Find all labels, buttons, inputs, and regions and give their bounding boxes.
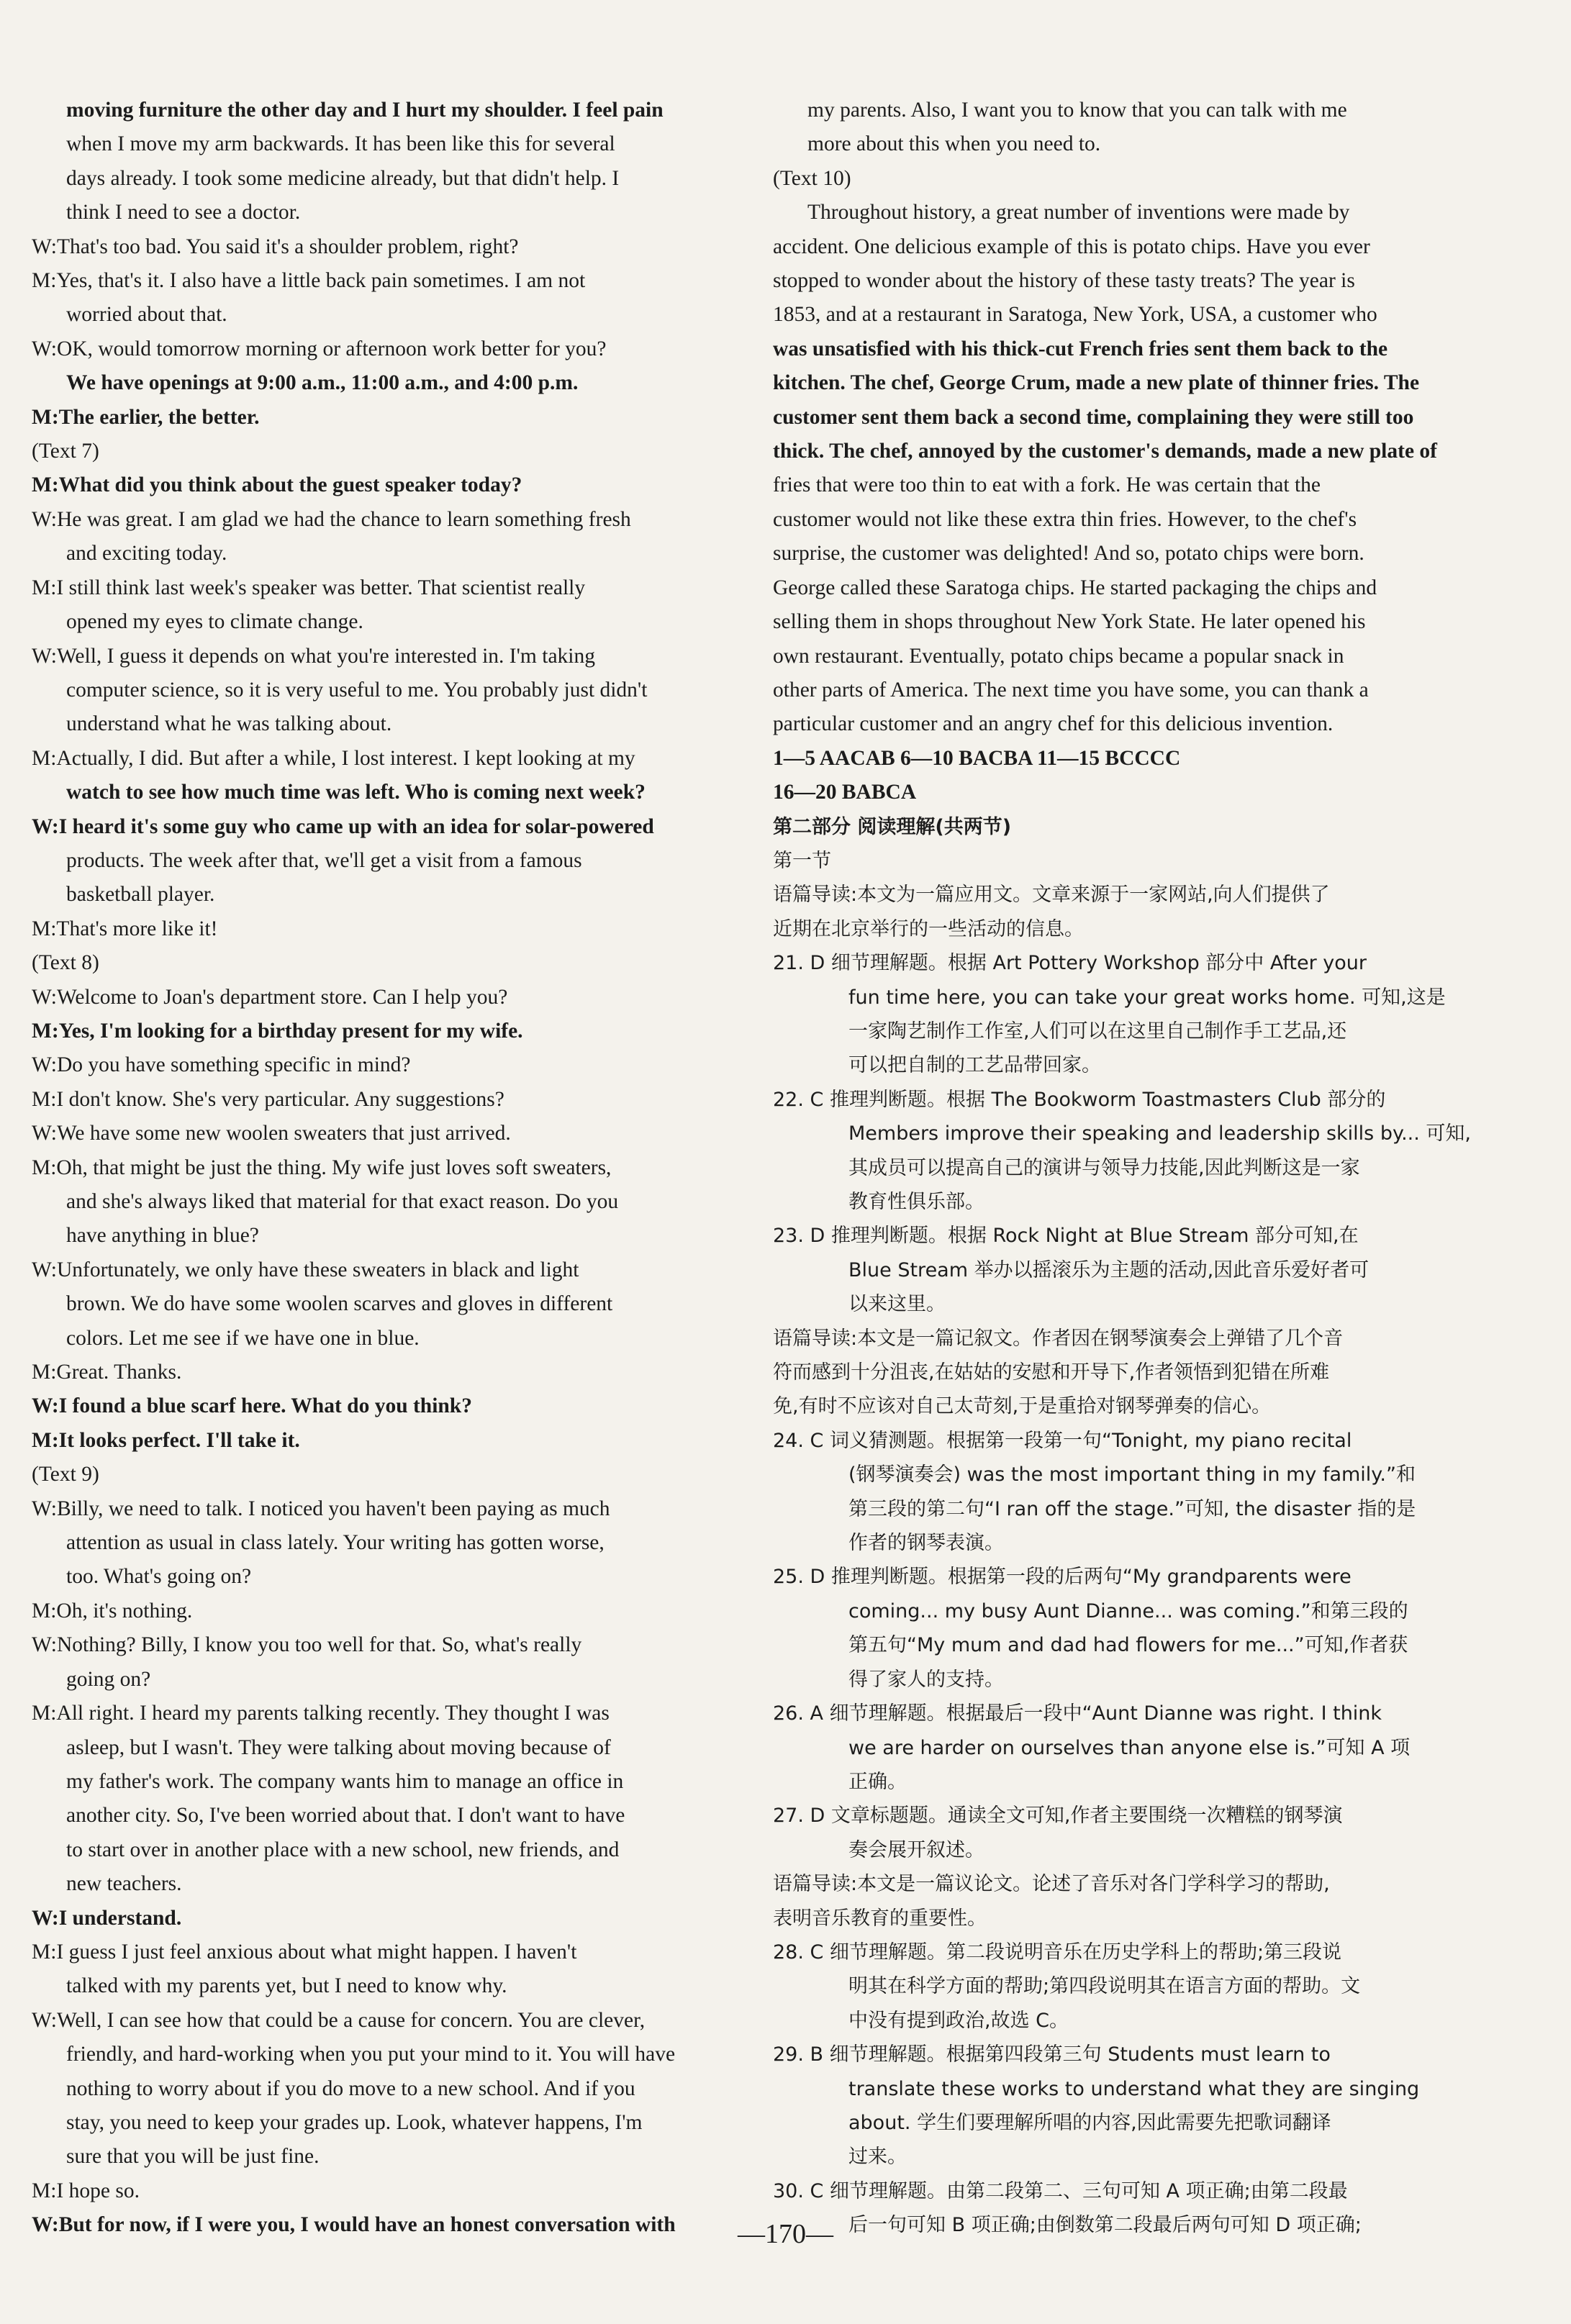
text-line: 正确。 — [848, 1770, 907, 1793]
text-line: 过来。 — [848, 2146, 907, 2169]
text-line: 中没有提到政治,故选 C。 — [848, 2009, 1069, 2032]
text-line: my father's work. The company wants him to manage an office in — [66, 1769, 624, 1793]
text-line: customer would not like these extra thin fries. However, to the chef's — [773, 507, 1357, 531]
text-line: W:OK, would tomorrow morning or afternoon work better for you? — [32, 337, 607, 360]
text-line: 语篇导读:本文是一篇议论文。论述了音乐对各门学科学习的帮助, — [773, 1873, 1330, 1896]
text-line: 以来这里。 — [848, 1293, 946, 1316]
text-line: to start over in another place with a new school, new friends, and — [66, 1838, 620, 1861]
text-line: friendly, and hard-working when you put your mind to it. You will have — [66, 2043, 676, 2066]
text-line: W:Billy, we need to talk. I noticed you haven't been paying as much — [32, 1497, 610, 1520]
text-line: M:I hope so. — [32, 2179, 140, 2202]
text-line: W:Welcome to Joan's department store. Can I help you? — [32, 985, 508, 1009]
text-line: asleep, but I wasn't. They were talking about moving because of — [66, 1735, 611, 1759]
text-line: Members improve their speaking and leadership skills by... 可知, — [848, 1122, 1471, 1145]
text-line: W:We have some new woolen sweaters that just arrived. — [32, 1122, 511, 1145]
text-line: going on? — [66, 1667, 151, 1691]
text-line: M:Oh, it's nothing. — [32, 1599, 193, 1622]
text-line: M:Actually, I did. But after a while, I lost interest. I kept looking at my — [32, 746, 635, 770]
text-line: W:I found a blue scarf here. What do you think? — [32, 1394, 472, 1418]
text-line: 得了家人的支持。 — [848, 1668, 1004, 1691]
text-line: W:He was great. I am glad we had the chance to learn something fresh — [32, 507, 631, 531]
text-line: W:Well, I can see how that could be a cause for concern. You are clever, — [32, 2008, 646, 2032]
text-line: talked with my parents yet, but I need to know why. — [66, 1974, 507, 1998]
text-line: W:Unfortunately, we only have these sweaters in black and light — [32, 1258, 579, 1281]
text-line: 符而感到十分沮丧,在姑姑的安慰和开导下,作者领悟到犯错在所难 — [773, 1361, 1330, 1384]
text-line: W:Nothing? Billy, I know you too well for that. So, what's really — [32, 1633, 582, 1657]
text-line: (Text 10) — [773, 166, 851, 190]
text-line: 26. A 细节理解题。根据最后一段中“Aunt Dianne was right. I think — [773, 1702, 1382, 1725]
text-line: (Text 9) — [32, 1463, 99, 1486]
text-line: watch to see how much time was left. Who is coming next week? — [66, 781, 646, 804]
text-line: 第二部分 阅读理解(共两节) — [773, 815, 1012, 838]
text-line: M:I still think last week's speaker was better. That scientist really — [32, 576, 586, 599]
text-line: 22. C 推理判断题。根据 The Bookworm Toastmasters Club 部分的 — [773, 1088, 1386, 1111]
text-line: translate these works to understand what they are singing — [848, 2077, 1420, 2100]
text-line: M:Yes, I'm looking for a birthday present for my wife. — [32, 1019, 523, 1043]
text-line: M:Oh, that might be just the thing. My wife just loves soft sweaters, — [32, 1156, 612, 1179]
text-line: Throughout history, a great number of inventions were made by — [807, 201, 1350, 224]
text-line: worried about that. — [66, 303, 227, 327]
text-line: 语篇导读:本文为一篇应用文。文章来源于一家网站,向人们提供了 — [773, 884, 1330, 907]
text-line: 后一句可知 B 项正确;由倒数第二段最后两句可知 D 项正确; — [848, 2214, 1362, 2237]
text-line: W:Well, I guess it depends on what you're interested in. I'm taking — [32, 644, 595, 668]
text-line: M:What did you think about the guest speaker today? — [32, 473, 522, 497]
text-line: M:I guess I just feel anxious about what might happen. I haven't — [32, 1940, 577, 1964]
text-line: 27. D 文章标题题。通读全文可知,作者主要围绕一次糟糕的钢琴演 — [773, 1805, 1343, 1828]
text-line: nothing to worry about if you do move to a new school. And if you — [66, 2076, 635, 2100]
text-line: (Text 8) — [32, 951, 99, 975]
text-line: brown. We do have some woolen scarves and gloves in different — [66, 1292, 613, 1316]
text-line: colors. Let me see if we have one in blue. — [66, 1326, 420, 1350]
text-line: M:That's more like it! — [32, 917, 218, 940]
text-line: 24. C 词义猜测题。根据第一段第一句“Tonight, my piano recital — [773, 1429, 1352, 1452]
text-line: fries that were too thin to eat with a fork. He was certain that the — [773, 473, 1321, 497]
text-line: 可以把自制的工艺品带回家。 — [848, 1054, 1101, 1077]
text-line: products. The week after that, we'll get a visit from a famous — [66, 848, 582, 872]
text-line: W:But for now, if I were you, I would have an honest conversation with — [32, 2213, 676, 2237]
text-line: 其成员可以提高自己的演讲与领导力技能,因此判断这是一家 — [848, 1156, 1360, 1179]
text-line: particular customer and an angry chef for this delicious invention. — [773, 712, 1334, 736]
text-line: M:It looks perfect. I'll take it. — [32, 1428, 300, 1452]
text-line: 25. D 推理判断题。根据第一段的后两句“My grandparents were — [773, 1566, 1352, 1589]
text-line: M:Great. Thanks. — [32, 1361, 182, 1384]
text-line: stopped to wonder about the history of these tasty treats? The year is — [773, 269, 1355, 293]
text-line: opened my eyes to climate change. — [66, 610, 363, 634]
text-line: when I move my arm backwards. It has been like this for several — [66, 132, 615, 156]
text-line: understand what he was talking about. — [66, 712, 392, 736]
text-line: sure that you will be just fine. — [66, 2145, 320, 2169]
text-line: 教育性俱乐部。 — [848, 1191, 984, 1213]
text-line: 一家陶艺制作工作室,人们可以在这里自己制作手工艺品,还 — [848, 1020, 1347, 1043]
text-line: attention as usual in class lately. Your writing has gotten worse, — [66, 1531, 605, 1555]
text-line: 近期在北京举行的一些活动的信息。 — [773, 917, 1084, 940]
text-line: Blue Stream 举办以摇滚乐为主题的活动,因此音乐爱好者可 — [848, 1258, 1369, 1281]
text-line: new teachers. — [66, 1872, 182, 1896]
text-line: W:Do you have something specific in mind? — [32, 1053, 411, 1077]
text-line: coming... my busy Aunt Dianne... was coming.”和第三段的 — [848, 1599, 1408, 1622]
text-line: M:I don't know. She's very particular. Any suggestions? — [32, 1087, 504, 1111]
text-line: too. What's going on? — [66, 1565, 252, 1589]
text-line: George called these Saratoga chips. He started packaging the chips and — [773, 576, 1377, 599]
text-line: 语篇导读:本文是一篇记叙文。作者因在钢琴演奏会上弹错了几个音 — [773, 1327, 1344, 1350]
text-line: we are harder on ourselves than anyone else is.”可知 A 项 — [848, 1736, 1411, 1759]
text-line: days already. I took some medicine already, but that didn't help. I — [66, 166, 620, 190]
text-line: my parents. Also, I want you to know that you can talk with me — [807, 99, 1347, 122]
text-line: 奏会展开叙述。 — [848, 1838, 984, 1861]
text-line: 16—20 BABCA — [773, 781, 917, 804]
text-line: M:Yes, that's it. I also have a little back pain sometimes. I am not — [32, 269, 586, 293]
text-line: W:That's too bad. You said it's a shoulder problem, right? — [32, 235, 519, 258]
text-line: another city. So, I've been worried about that. I don't want to have — [66, 1804, 625, 1828]
text-line: fun time here, you can take your great works home. 可知,这是 — [848, 986, 1446, 1009]
text-line: 明其在科学方面的帮助;第四段说明其在语言方面的帮助。文 — [848, 1975, 1361, 1998]
text-line: moving furniture the other day and I hurt my shoulder. I feel pain — [66, 99, 664, 122]
text-line: computer science, so it is very useful to me. You probably just didn't — [66, 678, 648, 702]
text-line: W:I understand. — [32, 1906, 182, 1930]
text-line: about. 学生们要理解所唱的内容,因此需要先把歌词翻译 — [848, 2111, 1331, 2134]
text-line: 第一节 — [773, 849, 831, 872]
text-line: have anything in blue? — [66, 1224, 259, 1248]
text-line: 30. C 细节理解题。由第二段第二、三句可知 A 项正确;由第二段最 — [773, 2179, 1348, 2202]
text-line: more about this when you need to. — [807, 132, 1101, 156]
text-line: and she's always liked that material for that exact reason. Do you — [66, 1190, 619, 1213]
text-line: stay, you need to keep your grades up. Look, whatever happens, I'm — [66, 2110, 643, 2134]
text-line: M:The earlier, the better. — [32, 405, 260, 429]
text-line: M:All right. I heard my parents talking recently. They thought I was — [32, 1702, 610, 1725]
text-line: 1—5 AACAB 6—10 BACBA 11—15 BCCCC — [773, 746, 1181, 770]
text-line: 作者的钢琴表演。 — [848, 1532, 1004, 1555]
text-line: (Text 7) — [32, 440, 99, 463]
text-line: other parts of America. The next time you have some, you can thank a — [773, 678, 1369, 702]
text-line: and exciting today. — [66, 542, 227, 566]
right-column — [773, 94, 1471, 2243]
text-line: surprise, the customer was delighted! And so, potato chips were born. — [773, 542, 1364, 566]
text-line: We have openings at 9:00 a.m., 11:00 a.m., and 4:00 p.m. — [66, 371, 579, 395]
left-column — [32, 94, 730, 2243]
text-line: 23. D 推理判断题。根据 Rock Night at Blue Stream 部分可知,在 — [773, 1225, 1359, 1248]
text-line: 28. C 细节理解题。第二段说明音乐在历史学科上的帮助;第三段说 — [773, 1941, 1342, 1964]
text-line: thick. The chef, annoyed by the customer's demands, made a new plate of — [773, 440, 1437, 463]
text-line: basketball player. — [66, 883, 215, 907]
text-line: 29. B 细节理解题。根据第四段第三句 Students must learn to — [773, 2043, 1331, 2066]
text-line: 1853, and at a restaurant in Saratoga, New York, USA, a customer who — [773, 303, 1377, 327]
text-line: 21. D 细节理解题。根据 Art Pottery Workshop 部分中 After your — [773, 952, 1367, 975]
text-line: think I need to see a doctor. — [66, 201, 301, 224]
text-line: 免,有时不应该对自己太苛刻,于是重拾对钢琴弹奏的信心。 — [773, 1395, 1272, 1418]
text-line: (钢琴演奏会) was the most important thing in my family.”和 — [848, 1463, 1416, 1486]
text-line: customer sent them back a second time, complaining they were still too — [773, 405, 1414, 429]
text-line: 第五句“My mum and dad had flowers for me...”可知,作者获 — [848, 1634, 1408, 1657]
text-line: 第三段的第二句“I ran off the stage.”可知, the disaster 指的是 — [848, 1497, 1416, 1520]
text-line: was unsatisfied with his thick-cut French fries sent them back to the — [773, 337, 1388, 360]
text-line: selling them in shops throughout New York State. He later opened his — [773, 610, 1366, 634]
text-line: W:I heard it's some guy who came up with an idea for solar-powered — [32, 814, 654, 838]
page-number: —170— — [738, 2219, 833, 2249]
text-line: accident. One delicious example of this is potato chips. Have you ever — [773, 235, 1370, 258]
text-line: kitchen. The chef, George Crum, made a new plate of thinner fries. The — [773, 371, 1420, 395]
text-line: 表明音乐教育的重要性。 — [773, 1907, 987, 1930]
text-line: own restaurant. Eventually, potato chips became a popular snack in — [773, 644, 1344, 668]
